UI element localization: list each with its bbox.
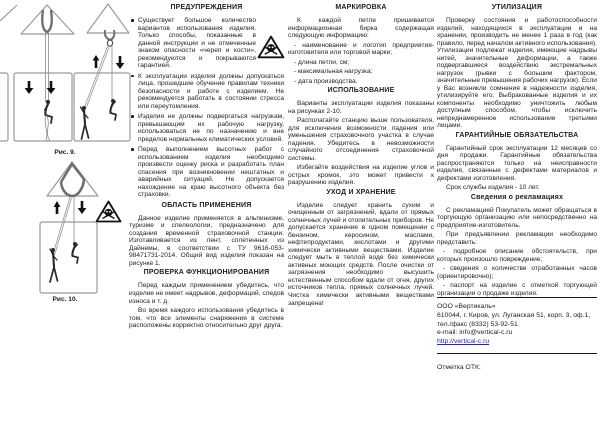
- claims-item: - подробное описание обстоятельств, при которых произошло повреждение;: [437, 248, 597, 263]
- section-title-warranty: ГАРАНТИЙНЫЕ ОБЯЗАТЕЛЬСТВА: [455, 131, 579, 139]
- care-paragraph: Изделие следует хранить сухим и очищенным от загрязнений, вдали от прямых солнечных лучей и отопительных приборов. Не допускается хранение в одном помещении с бензином, керосином, маслами, нефтепродуктами, кислотами и другими химически активными веществами. Изделие следует мыть в теплой воде без химически активных моющих средств. После очистки от загрязнения необходимо высушить естественным способом вдали от огня, других источников тепла, прямых солнечных лучей. Чистка химически активными веществами запрещена!: [288, 201, 434, 307]
- function-check-paragraph: Во время каждого использования убедитесь в том, что все элементы снаряжения в системе расположены корректно относительно друг друга.: [129, 307, 284, 330]
- section-title-application: ОБЛАСТЬ ПРИМЕНЕНИЯ: [161, 201, 252, 209]
- anchor-triangle-icon: [21, 5, 74, 34]
- fig9-left-panel: [14, 5, 74, 141]
- divider: [437, 297, 597, 298]
- down-arrow-icon: [116, 56, 125, 69]
- rope-tails-icon: [45, 115, 50, 141]
- fig9-caption: Рис. 9.: [54, 149, 76, 156]
- usage-paragraph: Располагайте станцию выше пользователя, для исключения возможности падения или уменьшения страховочного участка в случае падения. Убедитесь в невозможности случайного отсоединения страховочной системы.: [288, 117, 434, 162]
- claims-item: - сведения о количестве отработанных часов (ориентировочно);: [437, 265, 597, 280]
- section-title-usage: ИСПОЛЬЗОВАНИЕ: [327, 87, 395, 95]
- claims-paragraph: При предъявлении рекламации необходимо представить:: [437, 231, 597, 246]
- company-name: ООО «Вертикаль»: [437, 303, 496, 310]
- marking-item: - дата производства.: [294, 77, 358, 85]
- application-paragraph: Данное изделие применяется в альпинизме, туризме и спелеологии, предназначено для создания временной страховочной станции. Изготавливается из лент, сплетенных из Дайнемы, в соответствии с ТУ 9616-053-98471731-2014. Общий вид изделия показан на рисунке 1.: [129, 214, 284, 267]
- section-title-care: УХОД И ХРАНЕНИЕ: [326, 188, 396, 196]
- hanging-figure-icon: [72, 242, 78, 263]
- belayer-figure-icon: [81, 106, 89, 139]
- anchor-triangle-icon: [87, 4, 129, 33]
- fig10-caption: Рис. 10.: [52, 296, 78, 303]
- warnings-list: [129, 17, 284, 199]
- disposal-paragraph: Проверку состояния и работоспособности изделий, находящихся в эксплуатации и на хранении, производить не менее 1 раза в год (как правило, перед началом активного использования). Утилизации подлежат изделия, имеющие надрывы нитей, значительные деформации, а также подвергавшиеся воздействию экстремальных нагрузок (рывки с большим фактором, значительные превышения рабочих нагрузок). Если у Вас возникли сомнения в надежности изделия, утилизируйте его. Выбракованные изделия и их компоненты необходимо уничтожить любым доступным способом, чтобы исключить непреднамеренное использование третьими лицами.: [437, 17, 597, 130]
- section-title-warnings: ПРЕДУПРЕЖДЕНИЯ: [170, 4, 243, 11]
- marking-item: - длина петли, см;: [294, 58, 350, 66]
- hanging-figure-icon: [110, 99, 116, 120]
- sling-loop-icon: [61, 179, 84, 196]
- column-disposal-warranty: [437, 4, 597, 300]
- fig9-anchor-station-diagram: [0, 2, 132, 150]
- column-warnings: [129, 4, 284, 332]
- marking-intro: К каждой петле пришивается информационная бирка содержащая следующую информацию:: [288, 17, 434, 40]
- section-title-claims: Сведения о рекламациях: [470, 193, 564, 201]
- claims-paragraph: С рекламацией Покупатель может обращаться в торгующую организацию или непосредственно на предприятие-изготовитель.: [437, 206, 597, 229]
- rope-icon: [46, 32, 49, 102]
- warranty-paragraph: Срок службы изделия - 10 лет.: [446, 184, 540, 192]
- rope-icon: [85, 45, 110, 107]
- marking-item: - наименование и логотип предприятия-изготовителя или торговой марки;: [288, 41, 434, 57]
- usage-paragraph: Варианты эксплуатации изделия показаны на рисунках 2-10.: [288, 100, 434, 115]
- function-check-paragraph: Перед каждым применением убедитесь, что изделие не имеет надрывов, деформаций, следов износа и т. д.: [129, 282, 285, 305]
- down-arrow-icon: [78, 201, 87, 214]
- marking-item: - максимальная нагрузка;: [294, 68, 373, 76]
- up-arrow-icon: [93, 55, 100, 68]
- company-website-link[interactable]: http://vertical-c.ru: [437, 338, 490, 346]
- warning-item: Перед выполнением высотных работ с использованием изделия необходимо произвести оценку риска и разработать план спасения при возникновении нештатных и аварийных ситуаций. Не допускается нахождение на краю высотного объекта без страховки.: [131, 146, 284, 199]
- fig10-anchor-station-diagram: [0, 160, 132, 296]
- skull-warning-icon: [97, 202, 121, 222]
- anchor-triangle-icon: [47, 162, 98, 196]
- sling-loop-icon: [105, 30, 114, 40]
- sling-loop-icon: [42, 10, 52, 32]
- section-title-disposal: УТИЛИЗАЦИЯ: [491, 4, 543, 11]
- section-title-marking: МАРКИРОВКА: [335, 4, 387, 11]
- company-phone: тел./факс (8332) 53-92-51: [437, 320, 518, 328]
- company-email: e-mail: info@vertical-c.ru: [437, 329, 513, 337]
- fig9-right-panel: [74, 4, 130, 141]
- qc-mark-label: Отметка ОТК:: [437, 364, 481, 372]
- belayer-figure-icon: [50, 248, 58, 282]
- section-title-function-check: ПРОВЕРКА ФУНКЦИОНИРОВАНИЯ: [143, 269, 270, 277]
- column-marking-usage: [288, 4, 434, 309]
- company-info-block: [437, 297, 597, 378]
- warning-item: Изделия не должны подвергаться нагрузкам, превышающим их рабочую нагрузку, использоваться не по назначению и вне пределов нормальных климатических условий.: [131, 113, 284, 143]
- usage-paragraph: Избегайте воздействия на изделие углов и острых кромок, это может привести к разрушению изделия.: [288, 164, 434, 187]
- up-arrow-icon: [54, 201, 61, 214]
- warranty-paragraph: Гарантийный срок эксплуатации 12 месяцев со дня продажи. Гарантийные обязательства распространяются только на неисправности изделия, связанные с дефектами материалов и дефектами изготовления.: [437, 144, 597, 182]
- divider: [437, 353, 597, 354]
- company-address: 610044, г. Киров, ул. Луганская 51, корп. 3, оф.1,: [437, 311, 591, 319]
- warning-item: К эксплуатации изделия должны допускаться лица, прошедшие обучение правилам техники безопасности и работе с изделием. Не рекомендуется работать в состоянии стресса или переутомления.: [131, 73, 284, 111]
- warning-item: Существует большое количество вариантов использования изделия. Только способы, показанные в данной инструкции и не отмеченные знаком опасности «череп и кости», рекомендуются и покрываются гарантией.: [131, 17, 284, 70]
- down-arrow-icon: [47, 81, 56, 94]
- claims-item: - паспорт на изделие с отметкой торгующей организации о продаже изделия.: [437, 282, 597, 297]
- zone-box: [14, 73, 72, 141]
- zone-box: [40, 222, 97, 293]
- down-arrow-icon: [25, 81, 34, 94]
